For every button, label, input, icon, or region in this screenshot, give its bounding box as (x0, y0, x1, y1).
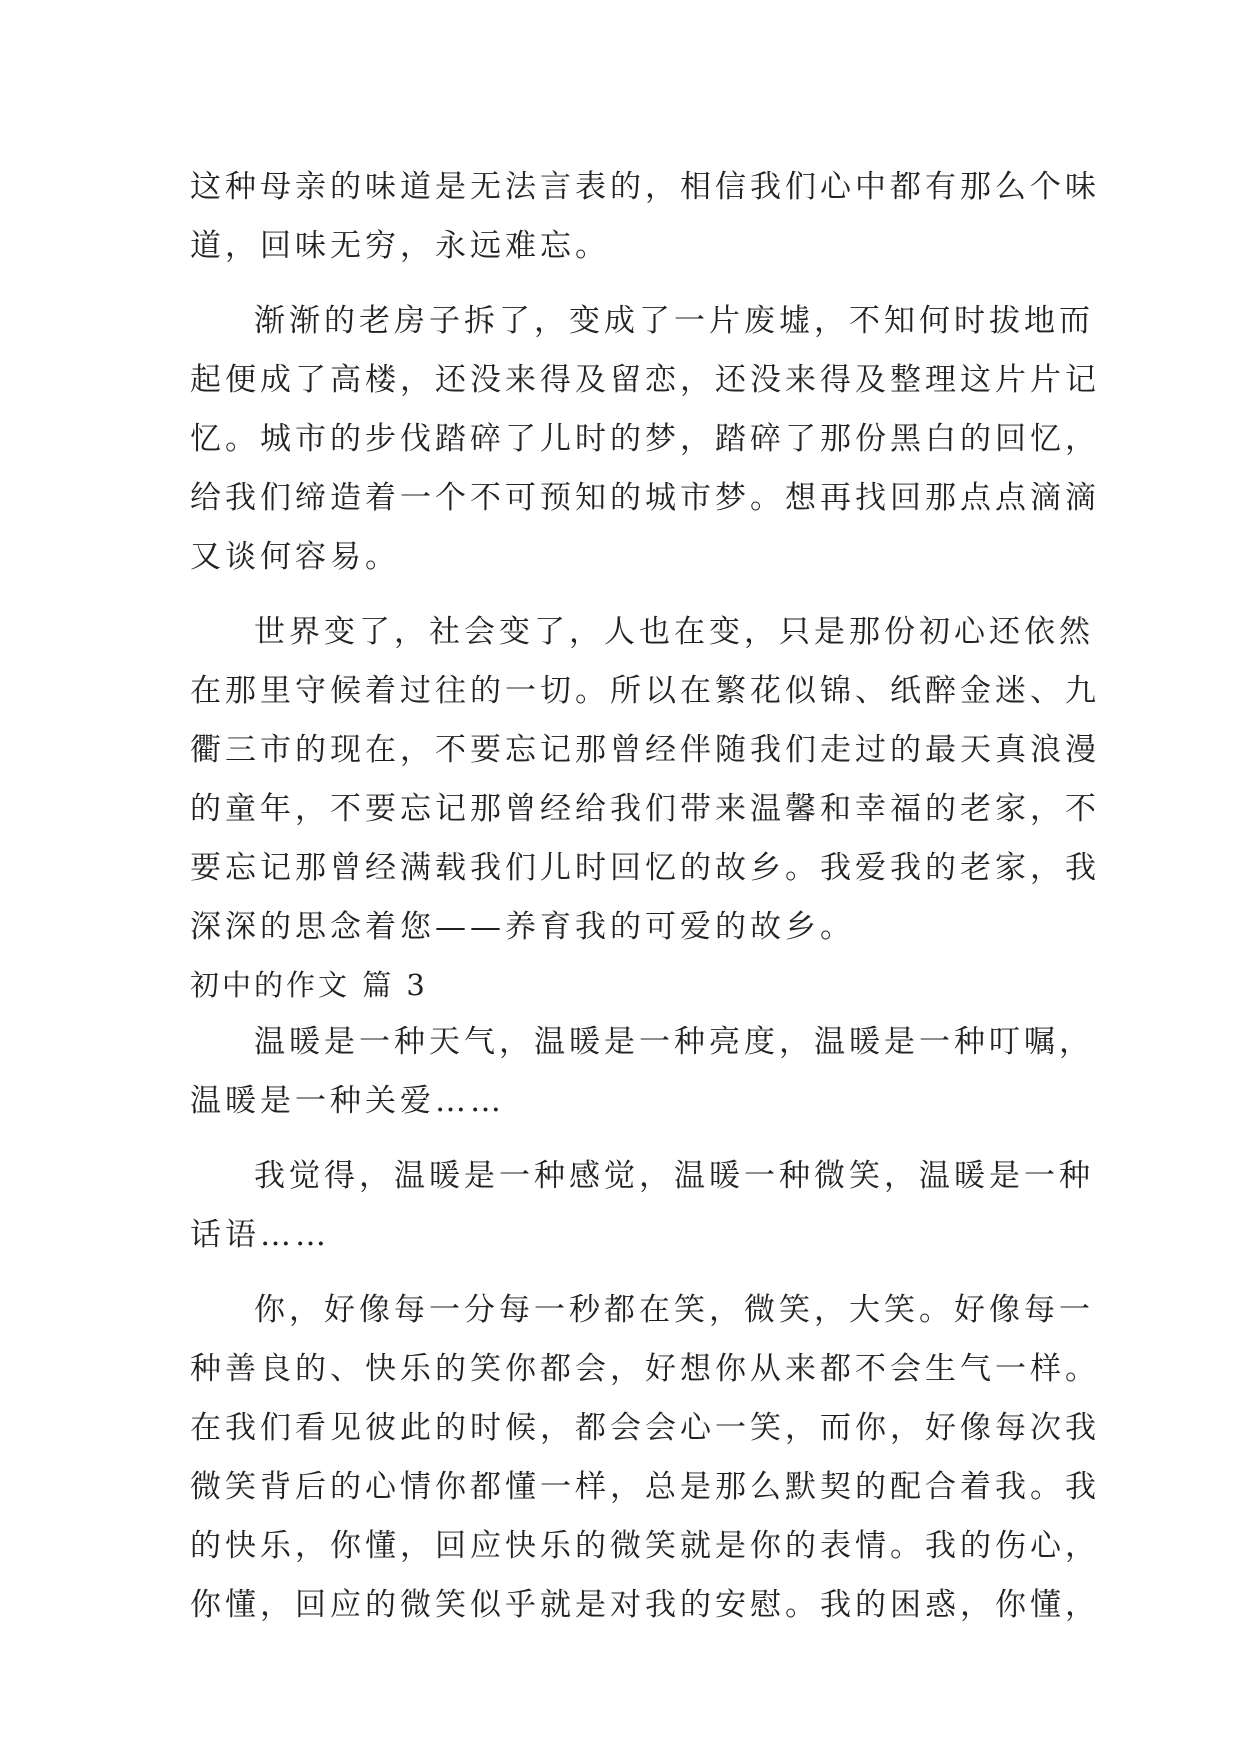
text-line: 又谈何容易。 (190, 539, 400, 575)
text-line: 这种母亲的味道是无法言表的，相信我们心中都有那么个味 (190, 169, 1100, 205)
text-line: 要忘记那曾经满载我们儿时回忆的故乡。我爱我的老家，我 (190, 850, 1100, 886)
text-line: 种善良的、快乐的笑你都会，好想你从来都不会生气一样。 (190, 1351, 1100, 1387)
text-line: 衢三市的现在，不要忘记那曾经伴随我们走过的最天真浪漫 (190, 732, 1100, 768)
text-line: 深深的思念着您——养育我的可爱的故乡。 (190, 909, 855, 945)
text-line: 渐渐的老房子拆了，变成了一片废墟，不知何时拔地而 (254, 303, 1094, 339)
text-line: 微笑背后的心情你都懂一样，总是那么默契的配合着我。我 (190, 1469, 1100, 1505)
text-line: 的童年，不要忘记那曾经给我们带来温馨和幸福的老家，不 (190, 791, 1100, 827)
text-line: 世界变了，社会变了，人也在变，只是那份初心还依然 (254, 614, 1094, 650)
text-line: 在我们看见彼此的时候，都会会心一笑，而你，好像每次我 (190, 1410, 1100, 1446)
text-line: 你，好像每一分每一秒都在笑，微笑，大笑。好像每一 (254, 1292, 1094, 1328)
document-page (190, 158, 1100, 1635)
text-line: 我觉得，温暖是一种感觉，温暖一种微笑，温暖是一种 (254, 1158, 1094, 1194)
text-line: 忆。城市的步伐踏碎了儿时的梦，踏碎了那份黑白的回忆， (190, 421, 1100, 457)
text-line: 温暖是一种关爱…… (190, 1083, 505, 1119)
text-line: 的快乐，你懂，回应快乐的微笑就是你的表情。我的伤心， (190, 1528, 1100, 1564)
text-line: 话语…… (190, 1217, 330, 1253)
text-line: 温暖是一种天气，温暖是一种亮度，温暖是一种叮嘱， (254, 1024, 1094, 1060)
text-line: 道，回味无穷，永远难忘。 (190, 228, 610, 264)
text-line: 起便成了高楼，还没来得及留恋，还没来得及整理这片片记 (190, 362, 1100, 398)
text-line: 给我们缔造着一个不可预知的城市梦。想再找回那点点滴滴 (190, 480, 1100, 516)
section-heading: 初中的作文 篇 3 (190, 968, 428, 1002)
text-line: 在那里守候着过往的一切。所以在繁花似锦、纸醉金迷、九 (190, 673, 1100, 709)
text-line: 你懂，回应的微笑似乎就是对我的安慰。我的困惑，你懂， (190, 1587, 1100, 1623)
